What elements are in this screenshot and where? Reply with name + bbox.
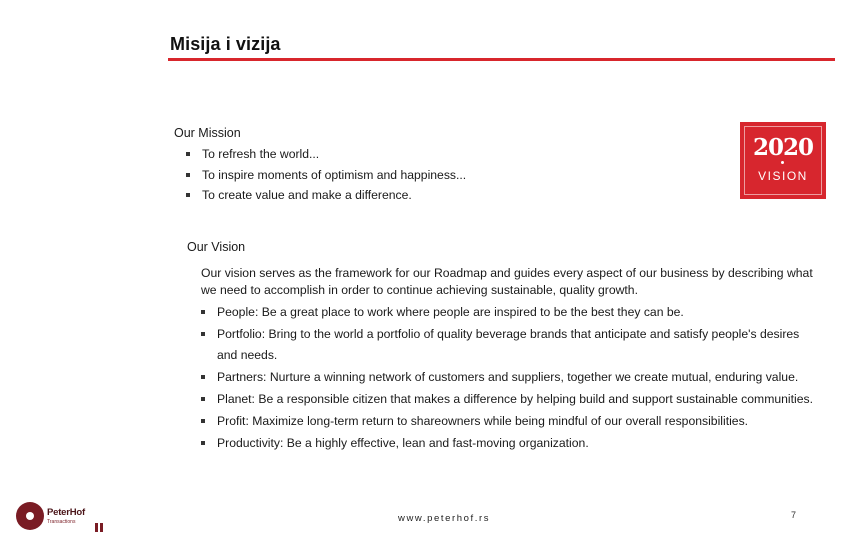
vision-intro: Our vision serves as the framework for our Roadmap and guides every aspect of our business by describing what we need to accomplish in order to continue achieving sustainable, quality growth. [201, 266, 813, 297]
mission-item: To inspire moments of optimism and happiness... [186, 165, 466, 186]
mission-list [186, 144, 466, 206]
badge-year: 2020 [752, 134, 813, 161]
mission-item: To create value and make a difference. [186, 185, 466, 206]
vision-item: Profit: Maximize long-term return to shareowners while being mindful of our overall responsibilities. [201, 411, 821, 432]
vision-item: Partners: Nurture a winning network of customers and suppliers, together we create mutual, enduring value. [201, 367, 821, 388]
slide-title: Misija i vizija [170, 34, 281, 54]
badge-dot [781, 161, 784, 164]
vision-item: Productivity: Be a highly effective, lean and fast-moving organization. [201, 433, 821, 454]
mission-item: To refresh the world... [186, 144, 466, 165]
footer-url: www.peterhof.rs [398, 513, 491, 524]
vision-item: Planet: Be a responsible citizen that makes a difference by helping build and support sustainable communities. [201, 389, 821, 410]
logo-bars-icon [95, 519, 105, 537]
vision-list [201, 302, 821, 455]
peterhof-logo [16, 502, 116, 532]
title-underline [168, 58, 835, 61]
logo-name: PeterHof [47, 507, 85, 518]
mission-heading: Our Mission [174, 126, 241, 140]
badge-label: VISION [758, 169, 808, 183]
page-number: 7 [791, 510, 797, 520]
vision-heading: Our Vision [187, 240, 246, 254]
vision-item: People: Be a great place to work where people are inspired to be the best they can be. [201, 302, 821, 323]
vision-item: Portfolio: Bring to the world a portfolio of quality beverage brands that anticipate and satisfy people's desires and needs. [201, 324, 821, 365]
logo-subtitle: Transactions [47, 519, 76, 525]
vision-2020-badge [740, 122, 826, 199]
logo-mark-icon [16, 502, 44, 530]
